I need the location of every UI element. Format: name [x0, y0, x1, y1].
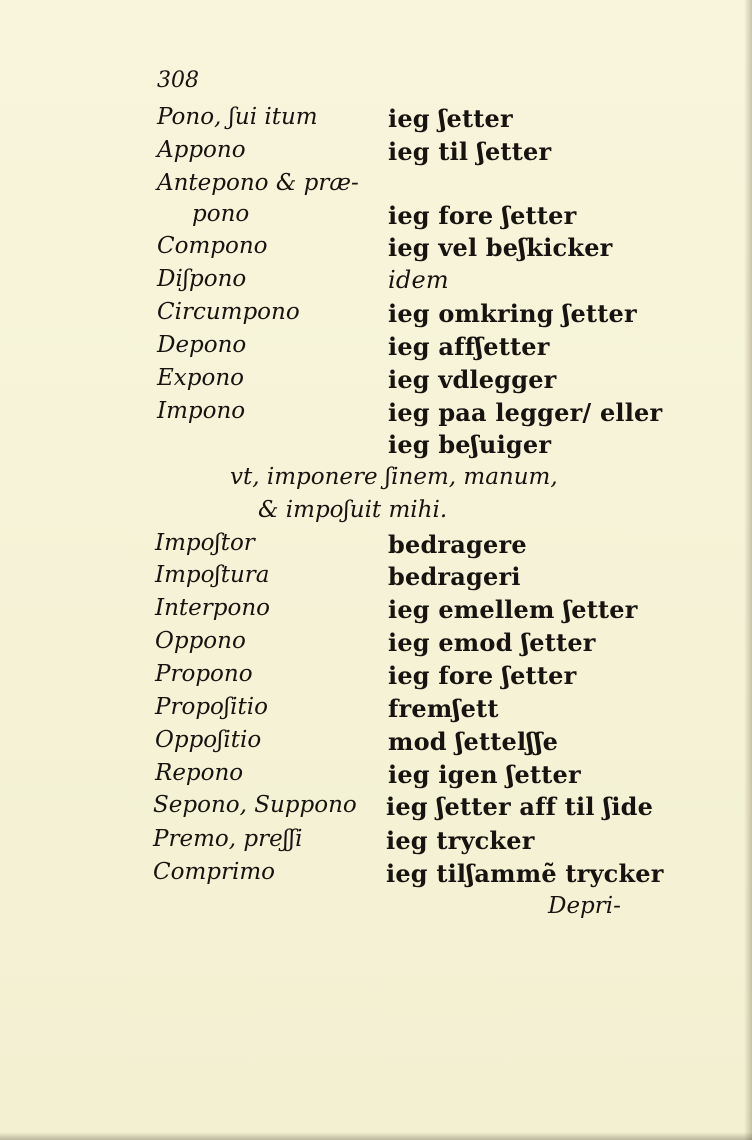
danish-gloss: ieg tilʃammẽ trycker: [386, 859, 664, 888]
latin-term: pono: [192, 201, 250, 227]
page-edge-shadow: [744, 0, 752, 1140]
latin-term: Compono: [157, 233, 268, 259]
example-line-1: vt, imponere ʃinem, manum,: [230, 464, 558, 490]
latin-term: Repono: [155, 760, 244, 786]
danish-gloss: ieg fore ʃetter: [388, 201, 577, 230]
danish-gloss: mod ʃettelʃʃe: [388, 727, 559, 756]
danish-gloss: ieg fore ʃetter: [388, 661, 577, 690]
entry-row: [0, 365, 752, 397]
latin-term: Circumpono: [157, 299, 300, 325]
latin-term: Propoʃitio: [155, 694, 268, 720]
entry-row: [0, 299, 752, 331]
latin-term: Impoʃtura: [155, 562, 270, 588]
entry-row: [0, 430, 752, 462]
example-line-2: & impoʃuit mihi.: [258, 497, 448, 523]
danish-gloss: ieg ʃetter aff til ʃide: [386, 792, 654, 821]
danish-gloss: ieg vel beʃkicker: [388, 233, 613, 262]
latin-term: Appono: [157, 137, 246, 163]
entry-row: [0, 233, 752, 265]
entry-row: [0, 104, 752, 136]
entry-row: [0, 530, 752, 562]
latin-term: Pono, ʃui itum: [157, 104, 318, 130]
danish-gloss: ieg til ʃetter: [388, 137, 552, 166]
entry-row: [0, 628, 752, 660]
entry-row: [0, 266, 752, 298]
entry-row: [0, 826, 752, 858]
danish-gloss: bedragere: [388, 530, 527, 559]
latin-term: Depono: [157, 332, 247, 358]
entry-row: [0, 170, 752, 202]
latin-term: Oppono: [155, 628, 246, 654]
danish-gloss: ieg vdlegger: [388, 365, 557, 394]
entry-row: [0, 562, 752, 594]
entry-row: [0, 398, 752, 430]
danish-gloss: ieg trycker: [386, 826, 535, 855]
danish-gloss: ieg emellem ʃetter: [388, 595, 638, 624]
latin-term: Oppoʃitio: [155, 727, 262, 753]
danish-gloss: ieg affʃetter: [388, 332, 550, 361]
latin-term: Sepono, Suppono: [153, 792, 357, 818]
latin-term: Diʃpono: [157, 266, 247, 292]
catchword: Depri-: [548, 893, 621, 919]
entry-row: [0, 694, 752, 726]
entry-row: [0, 792, 752, 824]
danish-gloss: bedrageri: [388, 562, 521, 591]
latin-term: Impono: [157, 398, 246, 424]
danish-gloss: idem: [388, 266, 449, 294]
latin-term: Expono: [157, 365, 244, 391]
latin-term: Antepono & præ-: [157, 170, 359, 196]
danish-gloss: ieg emod ʃetter: [388, 628, 596, 657]
danish-gloss: ieg ʃetter: [388, 104, 513, 133]
entry-row: [0, 201, 752, 233]
latin-term: Impoʃtor: [155, 530, 255, 556]
entry-row: [0, 760, 752, 792]
danish-gloss: ieg igen ʃetter: [388, 760, 581, 789]
latin-term: Interpono: [155, 595, 270, 621]
latin-term: Premo, preʃʃi: [153, 826, 303, 852]
danish-gloss: ieg paa legger/ eller: [388, 398, 663, 427]
entry-row: [0, 137, 752, 169]
danish-gloss: ieg beʃuiger: [388, 430, 552, 459]
danish-gloss: fremʃett: [388, 694, 499, 723]
page-edge-shadow: [0, 1132, 752, 1140]
entry-row: [0, 595, 752, 627]
page-number: 308: [157, 68, 199, 93]
danish-gloss: ieg omkring ʃetter: [388, 299, 637, 328]
entry-row: [0, 332, 752, 364]
latin-term: Comprimo: [153, 859, 275, 885]
entry-row: [0, 727, 752, 759]
latin-term: Propono: [155, 661, 253, 687]
entry-row: [0, 661, 752, 693]
entry-row: [0, 859, 752, 891]
